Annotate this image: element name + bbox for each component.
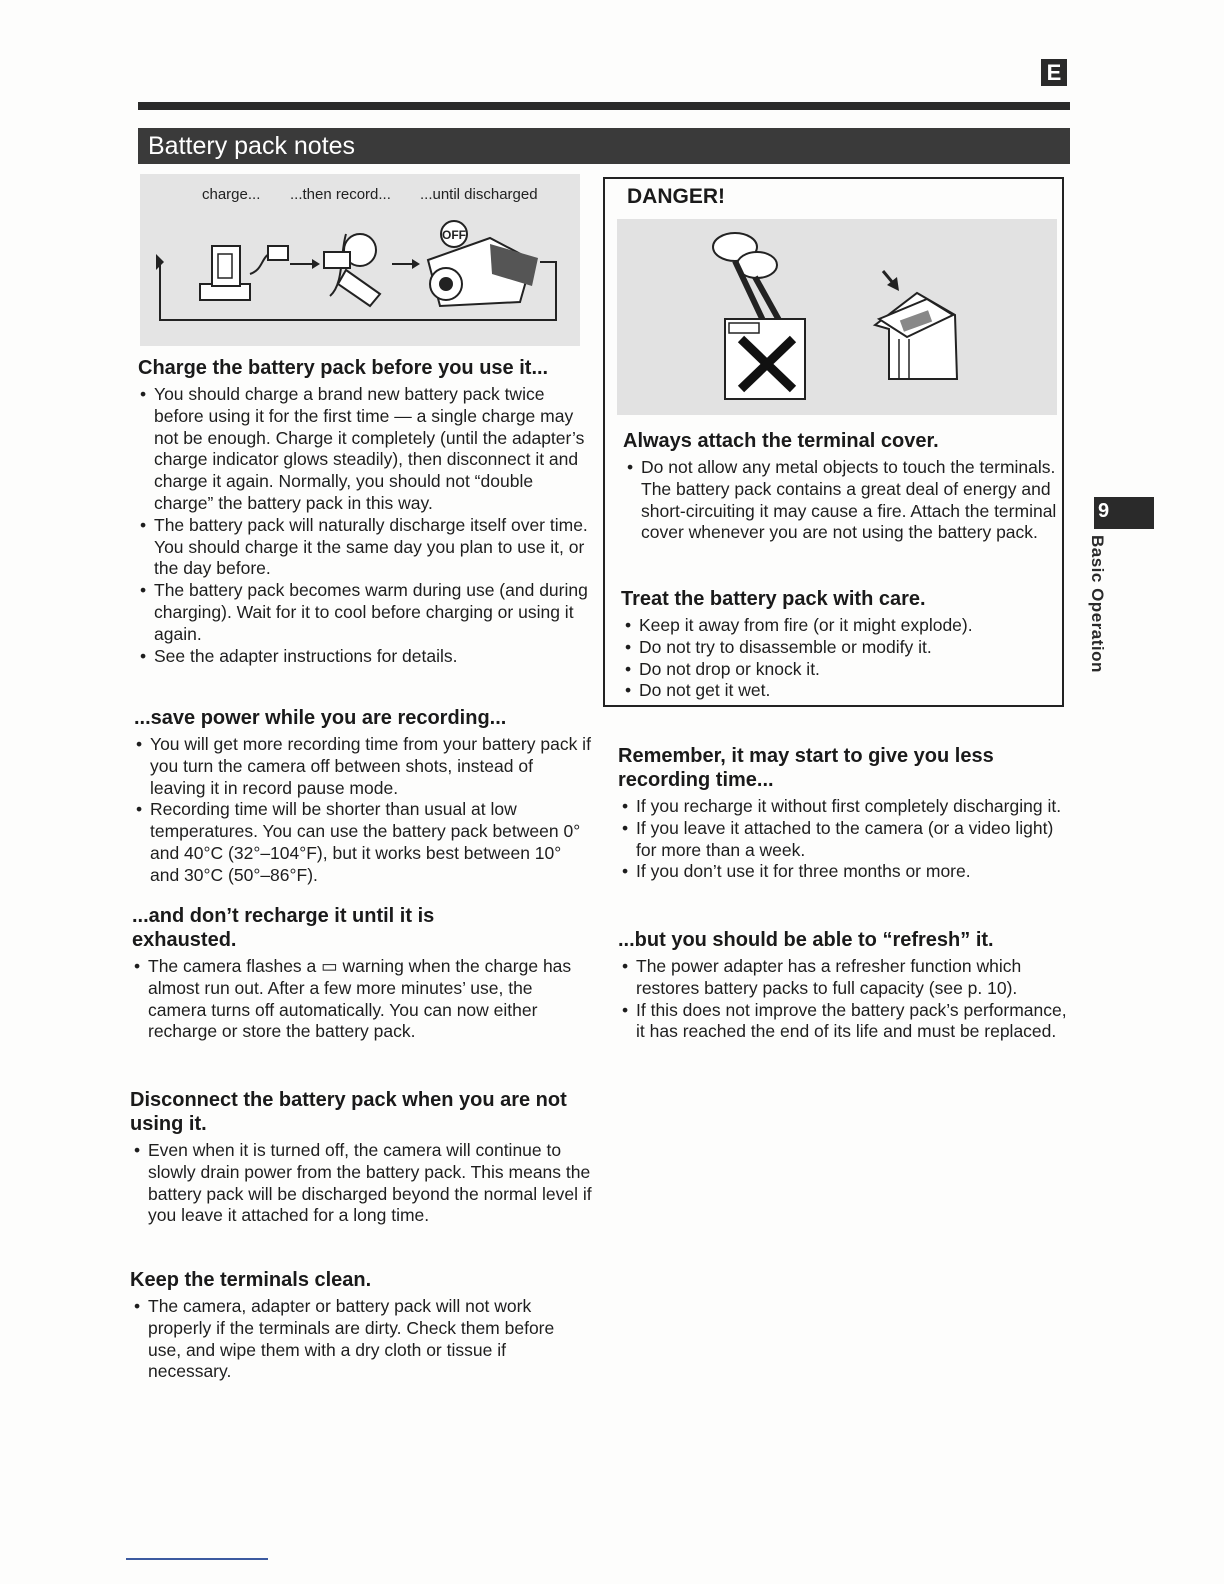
section-heading: ...save power while you are recording...: [134, 707, 507, 729]
section-heading: ...and don’t recharge it until it is exhausted.: [132, 905, 435, 951]
danger-box: [603, 177, 1064, 707]
section-heading: Always attach the terminal cover.: [623, 430, 939, 452]
left-column: [130, 356, 592, 667]
list-item: • Do not try to disassemble or modify it.: [621, 637, 1059, 659]
list-item: • Recording time will be shorter than usual at low temperatures. You can use the battery pack between 0° and 40°C (32°–104°F), but it works best between 10° and 30°C (50°–86°F).: [132, 799, 592, 886]
section-heading: ...but you should be able to “refresh” it.: [618, 929, 994, 951]
section-treat-with-care: [621, 587, 1059, 702]
language-badge: E: [1041, 59, 1067, 86]
list-item: • The camera flashes a ▭ warning when the charge has almost run out. After a few more minutes’ use, the camera turns off automatically. You can now either recharge or store the battery pack.: [130, 956, 592, 1043]
list-item: • Keep it away from fire (or it might explode).: [621, 615, 1059, 637]
section-heading: Charge the battery pack before you use it...: [138, 357, 549, 379]
left-column-dont-recharge: [130, 904, 592, 1043]
person-recording-icon: [324, 234, 380, 306]
right-column-refresh: [618, 928, 1068, 1043]
list-item: • If you don’t use it for three months or more.: [618, 861, 1068, 883]
section-charge-before-use: [130, 356, 592, 667]
keys-and-battery-drawing: [617, 219, 1057, 415]
section-heading: Remember, it may start to give you less recording time...: [618, 745, 994, 791]
list-item: • Do not get it wet.: [621, 680, 1059, 702]
terminal-cover-illustration: [617, 219, 1057, 415]
section-disconnect: [130, 1088, 592, 1227]
list-item: • The power adapter has a refresher function which restores battery packs to full capacity (see p. 10).: [618, 956, 1068, 1000]
list-item: • Do not allow any metal objects to touch the terminals. The battery pack contains a great deal of energy and short-circuiting it may cause a fire. Attach the terminal cover whenever you are not using the battery pack.: [623, 457, 1061, 544]
off-label: OFF: [442, 228, 466, 242]
battery-with-cover-icon: [875, 293, 957, 379]
list-item: • Do not drop or knock it.: [621, 659, 1059, 681]
bottom-rule: [126, 1558, 268, 1560]
page-title: Battery pack notes: [138, 128, 1070, 164]
left-column-disconnect: [130, 1088, 592, 1227]
list-item: • You should charge a brand new battery pack twice before using it for the first time — a single charge may not be enough. Charge it completely (until the adapter’s charge indicator glows steadily), then disconnect it and charge it again. Normally, you should not “double charge” the battery pack in this way.: [136, 384, 592, 515]
section-refresh: [618, 928, 1068, 1043]
list-item: • You will get more recording time from your battery pack if you turn the camera off between shots, instead of leaving it in record pause mode.: [132, 734, 592, 799]
section-heading: Treat the battery pack with care.: [621, 588, 926, 610]
caption-charge: charge...: [202, 186, 261, 203]
right-column-less-time: [618, 744, 1068, 883]
danger-title: DANGER!: [627, 185, 725, 208]
left-column-save-power: [130, 706, 592, 887]
list-item: • See the adapter instructions for details.: [136, 646, 592, 668]
section-less-recording-time: [618, 744, 1068, 883]
list-item: • If you recharge it without first completely discharging it.: [618, 796, 1068, 818]
list-item: • The battery pack will naturally discharge itself over time. You should charge it the same day you plan to use it, or the day before.: [136, 515, 592, 580]
section-attach-terminal-cover: [623, 429, 1061, 544]
camcorder-off-icon: [428, 221, 538, 306]
section-heading: Disconnect the battery pack when you are not using it.: [130, 1089, 567, 1135]
charge-cycle-drawing: [140, 174, 580, 346]
list-item: • If this does not improve the battery pack’s performance, it has reached the end of its life and must be replaced.: [618, 1000, 1068, 1044]
top-rule: [138, 102, 1070, 110]
caption-discharged: ...until discharged: [420, 186, 538, 203]
caption-record: ...then record...: [290, 186, 391, 203]
list-item: • The camera, adapter or battery pack will not work properly if the terminals are dirty. Check them before use, and wipe them with a dry cloth or tissue if necessary.: [130, 1296, 592, 1383]
section-dont-recharge: [130, 904, 592, 1043]
section-keep-terminals-clean: [130, 1268, 592, 1383]
list-item: • Even when it is turned off, the camera will continue to slowly drain power from the battery pack. This means the battery pack will be discharged beyond the normal level if you leave it attached for a long time.: [130, 1140, 592, 1227]
list-item: • If you leave it attached to the camera (or a video light) for more than a week.: [618, 818, 1068, 862]
section-heading: Keep the terminals clean.: [130, 1269, 372, 1291]
side-tab-label: Basic Operation: [1088, 535, 1107, 673]
list-item: • The battery pack becomes warm during use (and during charging). Wait for it to cool before charging or using it again.: [136, 580, 592, 645]
charge-cycle-illustration: [140, 174, 580, 346]
side-tab-number: 9: [1098, 500, 1110, 522]
section-save-power: [130, 706, 592, 887]
left-column-terminals: [130, 1268, 592, 1383]
charger-icon: [200, 246, 288, 300]
